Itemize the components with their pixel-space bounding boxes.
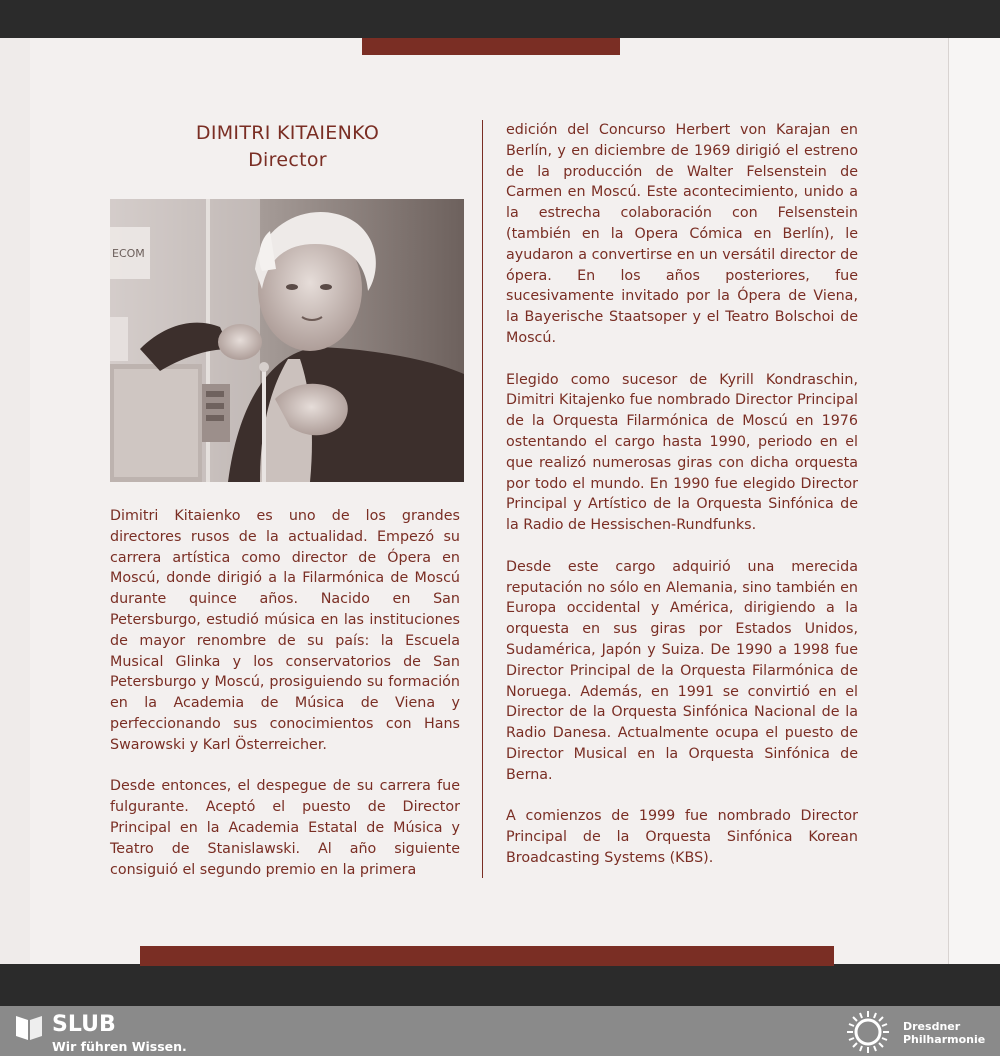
conductor-photo-illustration [110,199,464,482]
biography-paragraph: A comienzos de 1999 fue nombrado Director Principal de la Orquesta Sinfónica Korean Broadcasting Systems (KBS). [506,808,858,866]
biography-paragraph: edición del Concurso Herbert von Karajan en Berlín, y en diciembre de 1969 dirigió el estreno de la producción de Walter Felsenstein de Carmen en Moscú. Este acontecimiento, unido a la estrecha colaboración con Felsenstein (también en la Opera Cómica en Berlín), le ayudaron a convertirse en un versátil director de ópera. En los años posteriores, fue sucesivamente invitado por la Ópera de Viena, la Bayerische Staatsoper y el Teatro Bolschoi de Moscú. [506,122,858,346]
brochure-page [0,38,1000,964]
library-tagline: Wir führen Wissen. [52,1039,187,1054]
partner-name-line2: Philharmonie [903,1033,986,1046]
biography-left-column [110,506,460,901]
conductor-name: DIMITRI KITAIENKO [195,122,380,144]
page-title [110,120,465,174]
biography-right-column [506,120,858,889]
slub-logo-icon[interactable] [14,1012,44,1042]
biography-paragraph: Dimitri Kitaienko es uno de los grandes directores rusos de la actualidad. Empezó su carrera artística como director de Ópera en Moscú, donde dirigió a la Filarmónica de Moscú durante quince años. Nacido en San Petersburgo, estudió música en las instituciones de mayor renombre de su país: la Escuela Musical Glinka y los conservatorios de San Petersburgo y Moscú, prosiguiendo su formación en la Academia de Música de Viena y perfeccionando sus conocimientos con Hans Swarowski y Karl Österreicher. [110,508,460,753]
bottom-accent-bar [140,946,834,966]
biography-paragraph: Desde este cargo adquirió una merecida reputación no sólo en Alemania, sino también en Europa occidental y América, dirigiendo a la orquesta en sus giras por Estados Unidos, Sudamérica, Japón y Suiza. De 1990 a 1998 fue Director Principal de la Orquesta Filarmónica de Noruega. Además, en 1991 se convirtió en el Director de la Orquesta Sinfónica Nacional de la Radio Danesa. Actualmente ocupa el puesto de Director Musical en la Orquesta Sinfónica de Berna. [506,558,858,783]
partner-name-line1: Dresdner [903,1020,961,1033]
biography-paragraph: Elegido como sucesor de Kyrill Kondraschin, Dimitri Kitajenko fue nombrado Director Principal de la Orquesta Filarmónica de Moscú en 1976 ostentando el cargo hasta 1990, periodo en el que realizó numerosas giras con dicha orquesta por todo el mundo. En 1990 fue elegido Director Principal y Artístico de la Orquesta Sinfónica de la Radio de Hessischen-Rundfunks. [506,371,858,534]
column-divider [482,120,483,878]
biography-paragraph: Desde entonces, el despegue de su carrera fue fulgurante. Aceptó el puesto de Director Principal en la Academia Estatal de Música y Teatro de Stanislawski. Al año siguiente consiguió el segundo premio en la primera [110,778,460,878]
page-right-flap [948,38,1000,964]
page-left-edge [0,38,30,964]
conductor-role: Director [248,149,327,171]
partner-name[interactable] [903,1020,998,1046]
viewer-footer [0,1006,1000,1056]
philharmonie-sun-icon[interactable] [842,1009,894,1055]
photo-sign-text: ECOM [112,247,145,260]
top-accent-bar [362,38,620,55]
conductor-photo [110,199,464,482]
library-name[interactable]: SLUB [52,1012,116,1037]
